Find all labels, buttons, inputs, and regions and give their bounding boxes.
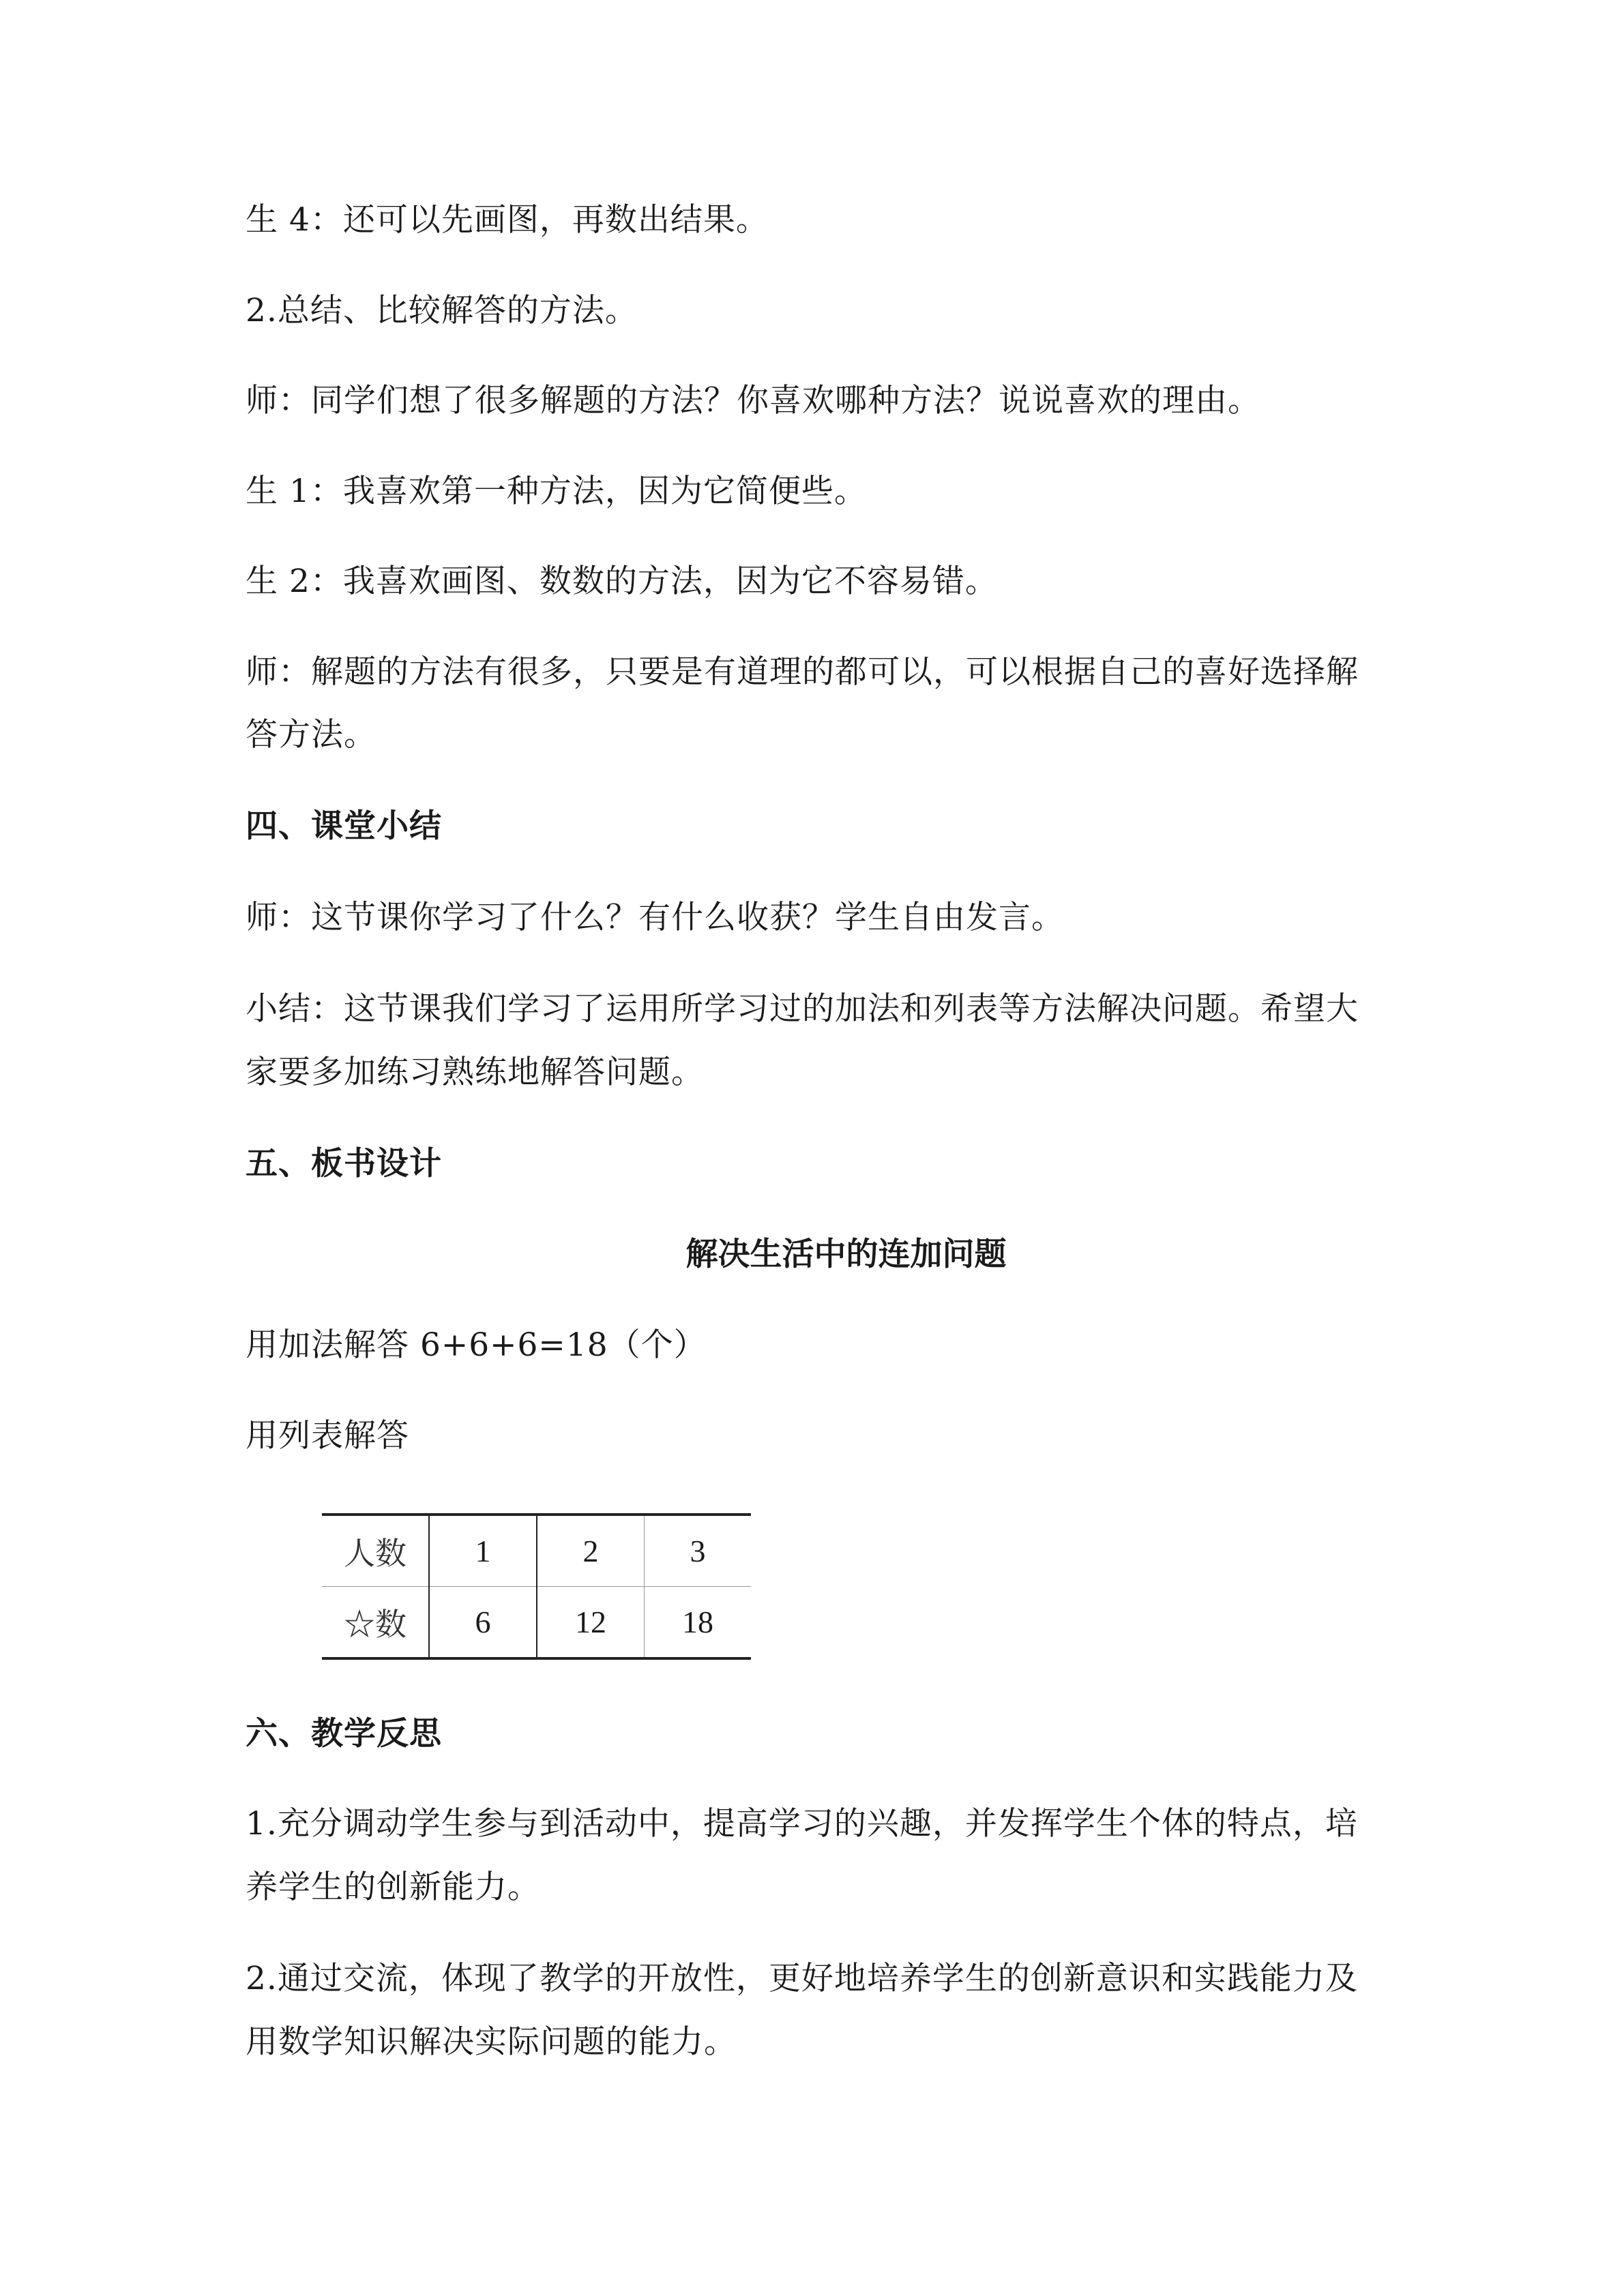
text-line-reflection1-2: 养学生的创新能力。: [246, 1868, 540, 1906]
text-line-reflection2-1: 2.通过交流，体现了教学的开放性，更好地培养学生的创新意识和实践能力及: [246, 1960, 1358, 1997]
table-cell: 12: [537, 1587, 645, 1659]
text-line-summary-2: 家要多加练习熟练地解答问题。: [246, 1054, 704, 1091]
table-cell: 3: [645, 1515, 752, 1587]
section-heading-teaching-reflection: 六、教学反思: [246, 1715, 442, 1753]
text-line-student4: 生 4：还可以先画图，再数出结果。: [246, 201, 769, 239]
text-line-reflection1-1: 1.充分调动学生参与到活动中，提高学习的兴趣，并发挥学生个体的特点，培: [246, 1805, 1358, 1843]
text-line-table-answer: 用列表解答: [246, 1417, 409, 1455]
text-line-summary-1: 小结：这节课我们学习了运用所学习过的加法和列表等方法解决问题。希望大: [246, 990, 1359, 1028]
table-cell: 18: [645, 1587, 752, 1659]
section-heading-board-design: 五、板书设计: [246, 1145, 442, 1182]
section-heading-class-summary: 四、课堂小结: [246, 807, 442, 845]
text-line-teacher-reflection-question: 师：这节课你学习了什么？有什么收获？学生自由发言。: [246, 899, 1064, 936]
table-cell: 1: [429, 1515, 537, 1587]
text-line-reflection2-2: 用数学知识解决实际问题的能力。: [246, 2023, 737, 2061]
table-cell: 2: [537, 1515, 645, 1587]
board-title: 解决生活中的连加问题: [685, 1236, 1007, 1273]
text-line-summary-compare: 2.总结、比较解答的方法。: [246, 292, 638, 329]
table-cell: 6: [429, 1587, 537, 1659]
board-table: [322, 1513, 751, 1660]
table-cell: 人数: [322, 1515, 429, 1587]
text-line-teacher-question: 师：同学们想了很多解题的方法？你喜欢哪种方法？说说喜欢的理由。: [246, 382, 1260, 419]
table-row: [322, 1587, 751, 1659]
text-line-teacher-methods-1: 师：解题的方法有很多，只要是有道理的都可以，可以根据自己的喜好选择解: [246, 653, 1359, 691]
text-line-addition-answer: 用加法解答 6+6+6=18（个）: [246, 1326, 707, 1364]
text-line-student2: 生 2：我喜欢画图、数数的方法，因为它不容易错。: [246, 563, 998, 600]
text-line-teacher-methods-2: 答方法。: [246, 716, 377, 754]
text-line-student1: 生 1：我喜欢第一种方法，因为它简便些。: [246, 473, 867, 510]
table-row: [322, 1515, 751, 1587]
table-cell: ☆数: [322, 1587, 429, 1659]
